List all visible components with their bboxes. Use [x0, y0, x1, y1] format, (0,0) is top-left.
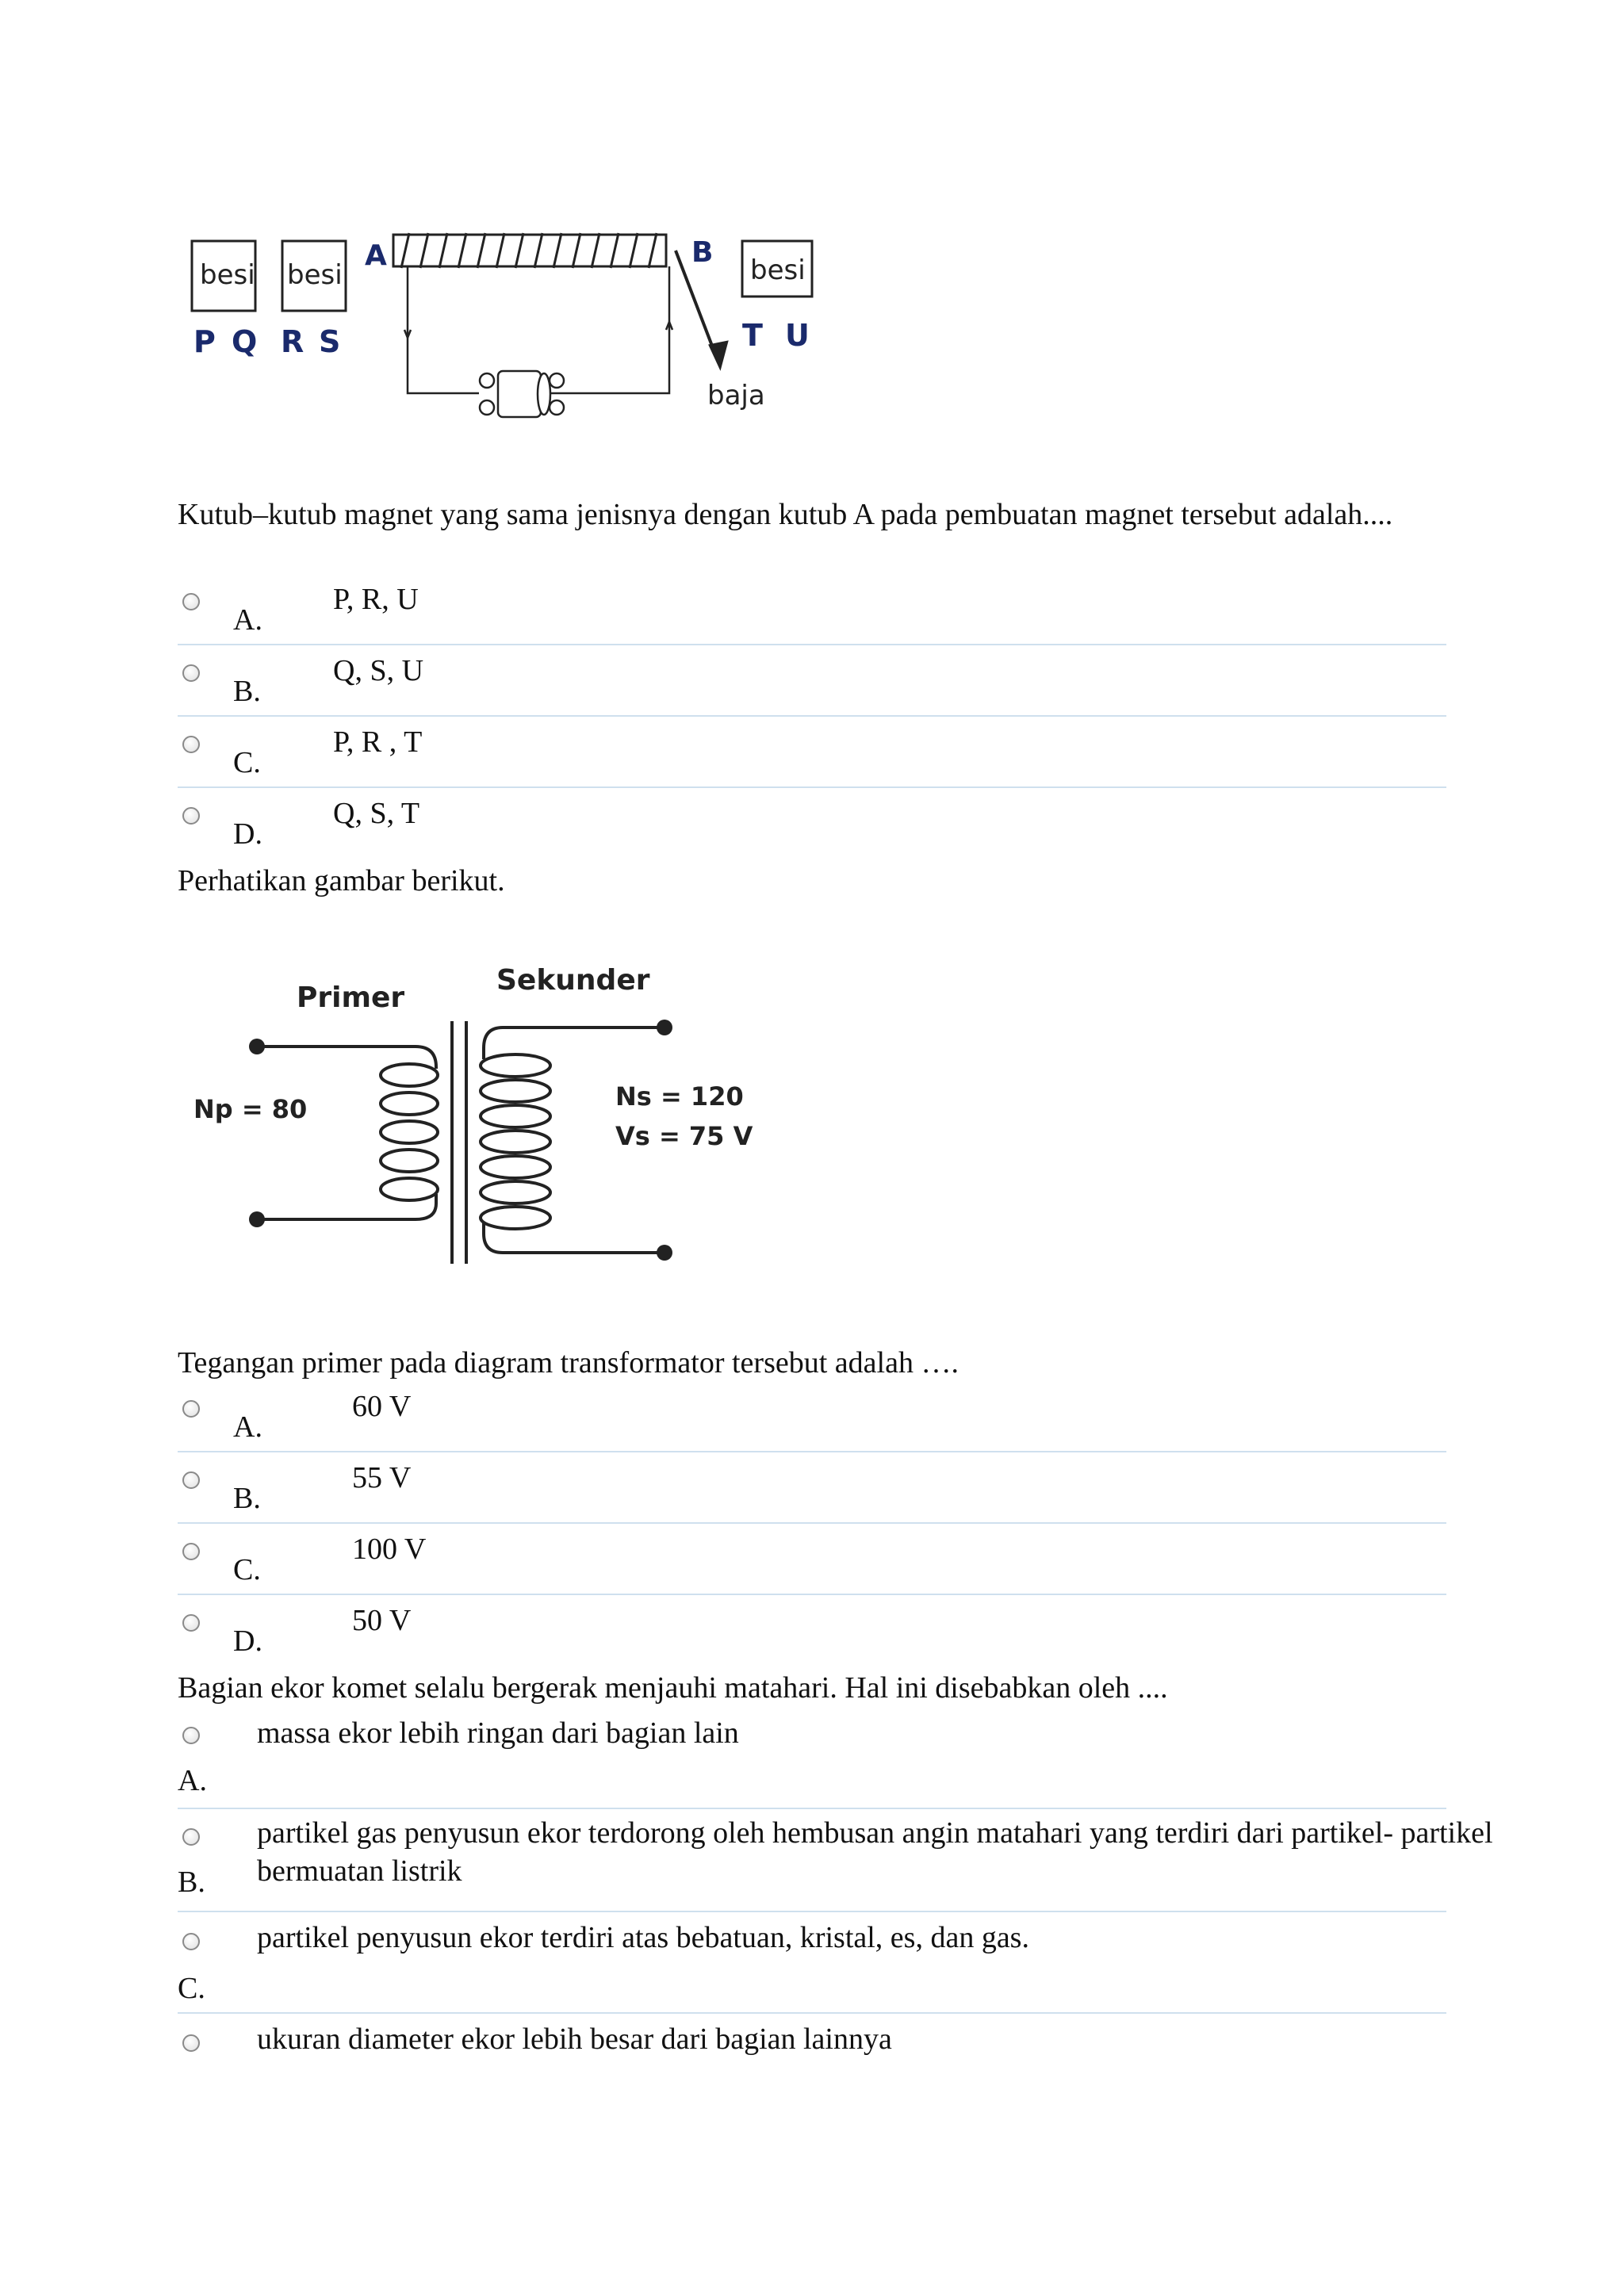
- option-value: 60 V: [352, 1390, 412, 1423]
- np-label: Np = 80: [193, 1094, 308, 1124]
- question-2-option-b[interactable]: [178, 1456, 1446, 1524]
- option-letter: B.: [233, 1482, 261, 1515]
- option-value: partikel penyusun ekor terdiri atas bebatuan, kristal, es, dan gas.: [257, 1921, 1029, 1954]
- radio-button-icon[interactable]: [182, 1400, 200, 1418]
- question-3-option-c[interactable]: [178, 1915, 1446, 2014]
- letter-p: P: [193, 324, 216, 359]
- secondary-terminal-top: [657, 1020, 672, 1035]
- electromagnet-diagram: [178, 227, 844, 449]
- question-1-option-a[interactable]: [178, 577, 1446, 645]
- intro-text: Perhatikan gambar berikut.: [178, 864, 505, 897]
- radio-button-icon[interactable]: [182, 593, 200, 610]
- option-value: Q, S, T: [333, 797, 420, 830]
- besi-label-3: besi: [750, 254, 806, 286]
- option-letter: A.: [233, 603, 262, 637]
- pole-a-label: A: [365, 239, 387, 272]
- option-letter: D.: [233, 817, 262, 851]
- radio-button-icon[interactable]: [182, 807, 200, 825]
- option-value: 50 V: [352, 1604, 412, 1637]
- primary-terminal-top: [249, 1039, 265, 1054]
- iron-core: [393, 235, 666, 266]
- question-2-option-d[interactable]: [178, 1598, 1446, 1665]
- radio-button-icon[interactable]: [182, 1828, 200, 1846]
- option-value: 100 V: [352, 1533, 427, 1566]
- option-value: partikel gas penyusun ekor terdorong oleh hembusan angin matahari yang terdiri dari partikel- partikel bermuatan listrik: [257, 1816, 1493, 1888]
- ns-label: Ns = 120: [615, 1081, 744, 1112]
- option-value: P, R , T: [333, 725, 423, 759]
- question-1-option-d[interactable]: [178, 791, 1446, 858]
- option-value: ukuran diameter ekor lebih besar dari bagian lainnya: [257, 2022, 892, 2056]
- sekunder-label: Sekunder: [496, 964, 650, 997]
- option-value: P, R, U: [333, 583, 419, 616]
- radio-button-icon[interactable]: [182, 1727, 200, 1744]
- option-letter: A.: [233, 1410, 262, 1444]
- option-letter: C.: [233, 746, 261, 779]
- letter-t: T: [742, 318, 763, 353]
- question-3-option-b[interactable]: [178, 1812, 1493, 1912]
- question-1-option-c[interactable]: [178, 720, 1446, 788]
- radio-button-icon[interactable]: [182, 2034, 200, 2052]
- question-3-option-a[interactable]: [178, 1712, 1446, 1809]
- radio-button-icon[interactable]: [182, 1614, 200, 1632]
- question-3-text: Bagian ekor komet selalu bergerak menjauhi matahari. Hal ini disebabkan oleh ....: [178, 1671, 1168, 1705]
- pole-b-label: B: [691, 236, 714, 269]
- primary-coil: [260, 1047, 438, 1219]
- radio-button-icon[interactable]: [182, 736, 200, 753]
- question-2-text: Tegangan primer pada diagram transformator tersebut adalah ….: [178, 1346, 959, 1380]
- option-letter: B.: [233, 675, 261, 708]
- option-letter: A.: [178, 1764, 207, 1797]
- besi-label-1: besi: [200, 259, 255, 291]
- transformer-core: [452, 1021, 466, 1264]
- letter-q: Q: [232, 324, 258, 359]
- question-2-option-c[interactable]: [178, 1527, 1446, 1595]
- letter-u: U: [785, 318, 810, 353]
- radio-button-icon[interactable]: [182, 1543, 200, 1560]
- option-value: massa ekor lebih ringan dari bagian lain: [257, 1716, 739, 1750]
- option-letter: C.: [233, 1553, 261, 1586]
- option-letter: D.: [233, 1624, 262, 1658]
- vs-label: Vs = 75 V: [615, 1121, 753, 1151]
- letter-s: S: [319, 324, 341, 359]
- radio-button-icon[interactable]: [182, 1933, 200, 1950]
- option-letter: B.: [178, 1866, 205, 1899]
- primer-label: Primer: [297, 982, 405, 1014]
- radio-button-icon[interactable]: [182, 1471, 200, 1489]
- question-1-option-b[interactable]: [178, 649, 1446, 717]
- question-2-option-a[interactable]: [178, 1384, 1446, 1452]
- baja-label: baja: [707, 380, 765, 411]
- besi-label-2: besi: [287, 259, 343, 291]
- battery-icon: [480, 371, 564, 417]
- option-value: Q, S, U: [333, 654, 424, 687]
- option-value: 55 V: [352, 1461, 412, 1494]
- primary-terminal-bottom: [249, 1211, 265, 1227]
- option-letter: C.: [178, 1972, 205, 2005]
- question-3-option-d[interactable]: [178, 2017, 1446, 2080]
- letter-r: R: [281, 324, 304, 359]
- transformer-diagram: [178, 948, 780, 1297]
- radio-button-icon[interactable]: [182, 664, 200, 682]
- secondary-terminal-bottom: [657, 1245, 672, 1261]
- question-1-text: Kutub–kutub magnet yang sama jenisnya dengan kutub A pada pembuatan magnet tersebut adalah....: [178, 498, 1393, 531]
